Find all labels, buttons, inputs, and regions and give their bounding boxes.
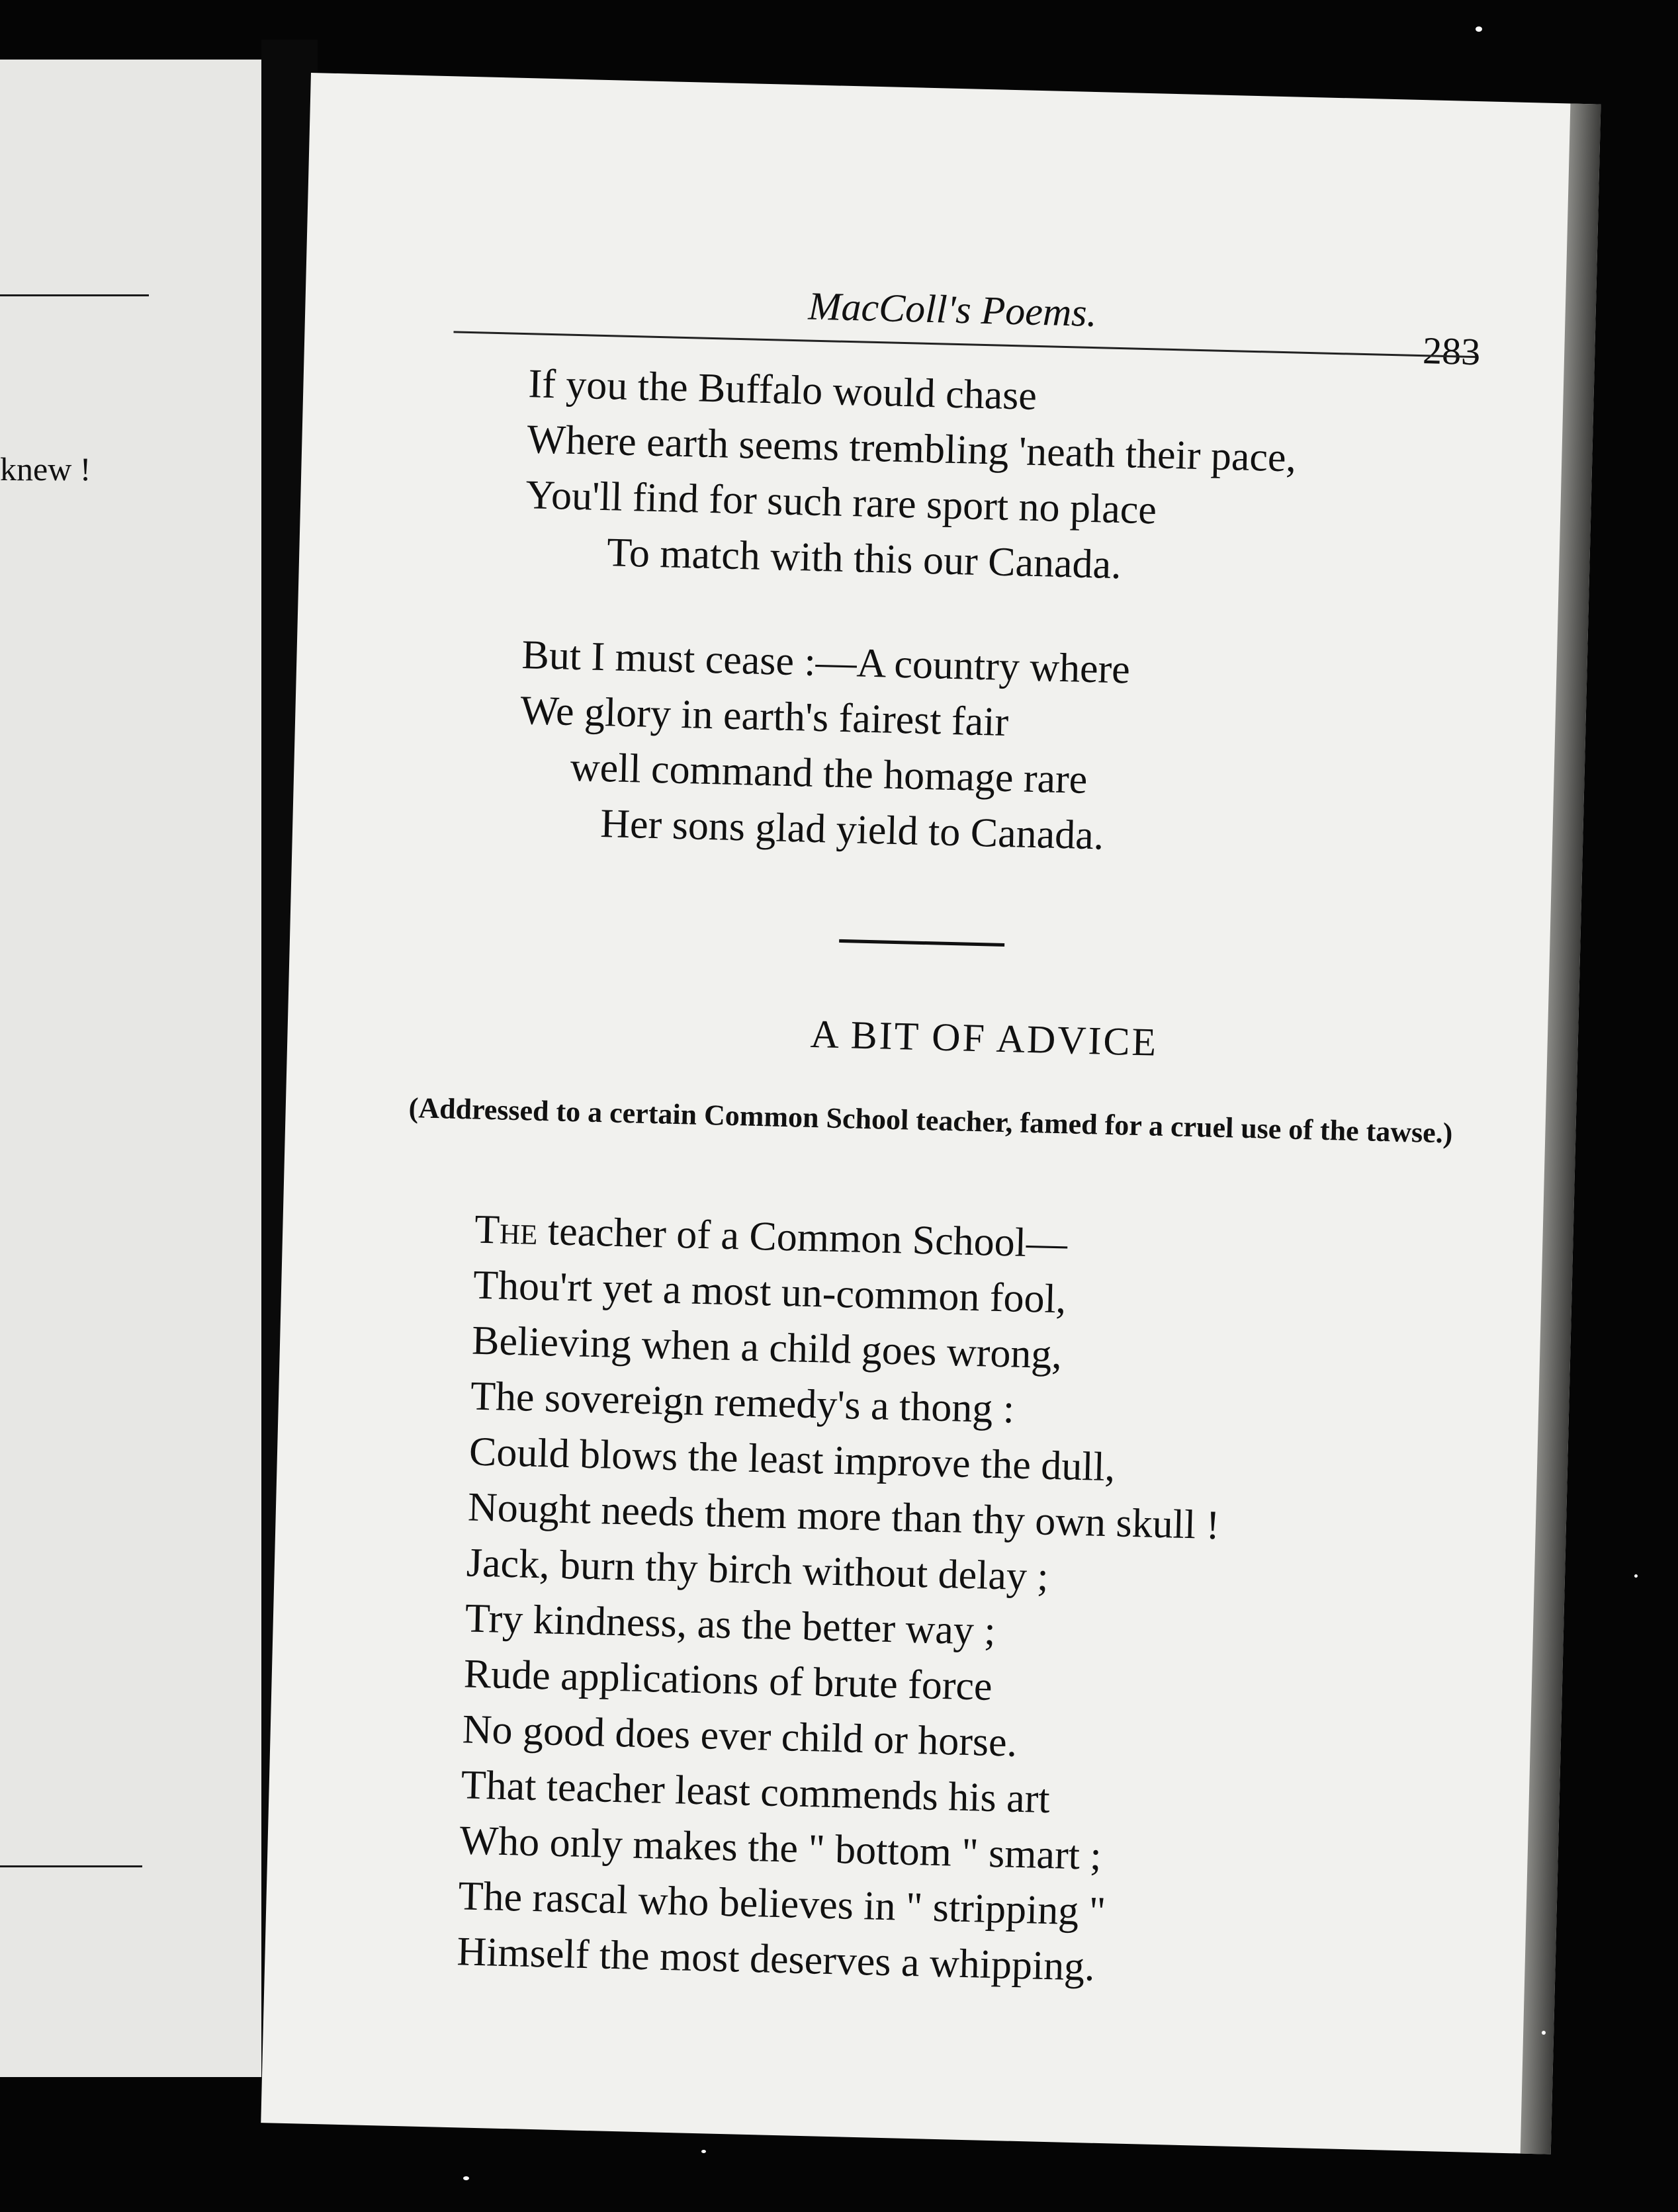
scan-speck [701,2150,706,2153]
scan-speck [1634,1574,1638,1578]
verse-line: Who only makes the " bottom " smart ; [459,1818,1102,1879]
book-page [261,73,1601,2154]
left-page-text-fragment: knew ! [0,450,91,488]
verse-line: That teacher least commends his art [460,1762,1051,1822]
verse-line: Try kindness, as the better way ; [464,1595,996,1654]
verse-line-text: well command the homage rare [570,744,1088,802]
left-page [0,60,265,2077]
verse-line: Her sons glad yield to Canada. [599,801,1105,859]
header-rule [453,331,1476,358]
verse-line: Rude applications of brute force [463,1651,993,1709]
verse-line: To match with this our Canada. [606,530,1122,588]
left-page-rule [0,294,149,296]
verse-line: Nought needs them more than thy own skull ! [467,1484,1221,1549]
verse-line: The rascal who believes in " stripping " [457,1873,1106,1935]
verse-line: Jack, burn thy birch without delay ; [466,1540,1049,1599]
verse-line: No good does ever child or horse. [462,1707,1018,1765]
verse-line: Where earth seems trembling 'neath their pace, [526,417,1297,481]
verse-line: But I must cease :—A country where [521,632,1131,693]
verse-line: You'll find for such rare sport no place [525,472,1157,533]
stanza [523,356,1298,597]
stanza [517,627,1130,864]
verse-line-text: teacher of a Common School— [537,1208,1068,1267]
section-divider [839,939,1004,947]
poem-dedication: (Addressed to a certain Common School teacher, famed for a cruel use of the tawse.) [408,1091,1453,1150]
verse-line: Could blows the least improve the dull, [468,1429,1116,1490]
scan-speck [1542,2031,1546,2035]
verse-line: If you the Buffalo would chase [527,361,1038,419]
first-word: The [474,1207,539,1254]
verse-line: We glory in earth's fairest fair [519,688,1009,745]
scan-speck [1476,26,1482,32]
verse-line: The sovereign remedy's a thong : [470,1373,1015,1432]
verse-line: Believing when a child goes wrong, [471,1318,1063,1378]
scan-speck [463,2176,469,2180]
running-title: MacColl's Poems. [807,284,1098,335]
verse-line: Thou'rt yet a most un-common fool, [472,1262,1067,1322]
left-page-rule [0,1865,142,1867]
verse-line: Himself the most deserves a whipping. [456,1929,1096,1990]
poem-body [457,1202,1227,1998]
page-number: 283 [1422,329,1481,374]
poem-title: A BIT OF ADVICE [809,1011,1159,1064]
page-edge [1521,104,1601,2154]
damaged-text [519,744,571,790]
